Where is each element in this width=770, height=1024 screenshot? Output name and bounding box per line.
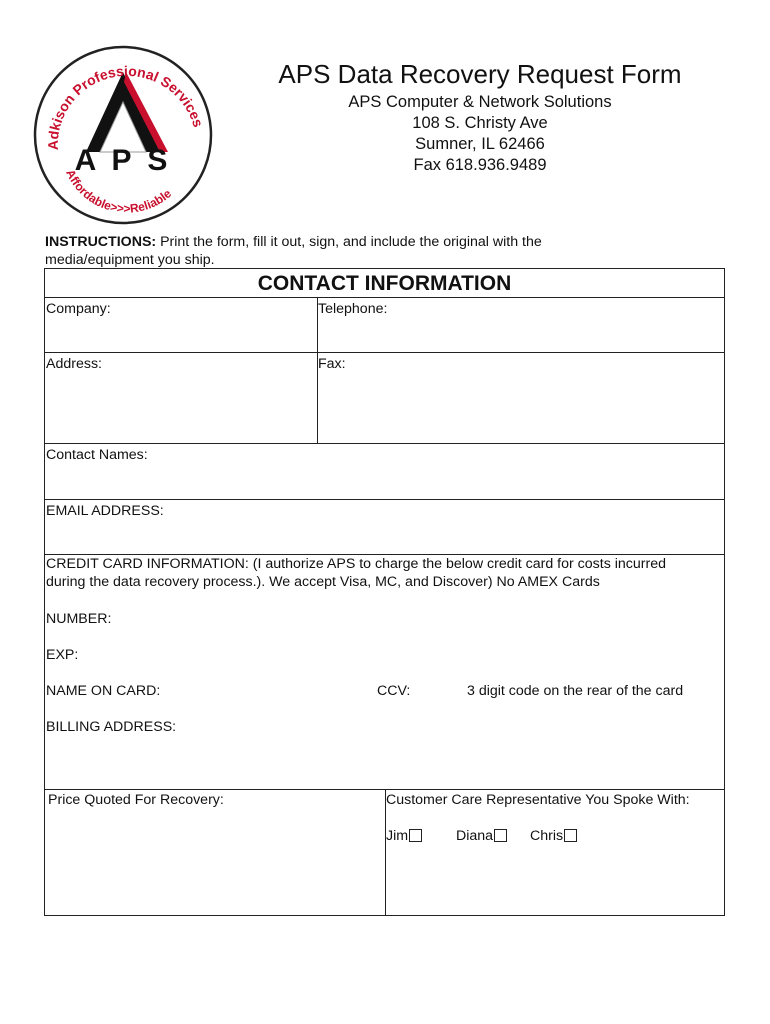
rep-name: Diana (456, 828, 494, 844)
company-field[interactable]: Company: (46, 301, 111, 317)
ccv-field[interactable]: CCV: (377, 683, 411, 699)
rep-checkbox[interactable] (494, 829, 507, 842)
rep-name: Jim (386, 828, 409, 844)
contact-names-field[interactable]: Contact Names: (46, 447, 148, 463)
instructions-label: INSTRUCTIONS: (45, 234, 157, 250)
rep-checkbox[interactable] (564, 829, 577, 842)
contact-form (44, 268, 725, 916)
rep-checkbox[interactable] (409, 829, 422, 842)
address-field[interactable]: Address: (46, 356, 102, 372)
card-exp-field[interactable]: EXP: (46, 647, 79, 663)
logo-arc-bottom-text: Affordable>>>Reliable (63, 167, 175, 216)
credit-card-info (46, 555, 721, 591)
divider (45, 297, 724, 298)
rep-label: Customer Care Representative You Spoke With: (386, 792, 690, 808)
ccv-hint: 3 digit code on the rear of the card (467, 683, 684, 699)
aps-logo (28, 40, 218, 230)
divider (45, 443, 724, 444)
card-number-field[interactable]: NUMBER: (46, 611, 112, 627)
rep-name: Chris (530, 828, 564, 844)
instructions (45, 233, 645, 269)
logo-letters: A P S (74, 144, 172, 177)
page-title: APS Data Recovery Request Form (278, 59, 682, 89)
name-on-card-field[interactable]: NAME ON CARD: (46, 683, 161, 699)
city-state-zip: Sumner, IL 62466 (415, 135, 545, 153)
rep-option-diana[interactable] (456, 827, 507, 845)
price-quoted-field[interactable]: Price Quoted For Recovery: (48, 792, 224, 808)
credit-card-line1: CREDIT CARD INFORMATION: (I authorize APS to charge the below credit card for costs incurred (46, 556, 666, 572)
credit-card-line2: during the data recovery process.). We accept Visa, MC, and Discover) No AMEX Cards (46, 574, 600, 590)
telephone-field[interactable]: Telephone: (318, 301, 388, 317)
instructions-line1: Print the form, fill it out, sign, and include the original with the (156, 234, 542, 250)
fax-field[interactable]: Fax: (318, 356, 346, 372)
logo-arc-top-text: Adkison Professional Services (44, 62, 207, 151)
instructions-line2: media/equipment you ship. (45, 252, 215, 268)
fax-number: Fax 618.936.9489 (413, 156, 547, 174)
section-title: CONTACT INFORMATION (257, 272, 512, 295)
billing-address-field[interactable]: BILLING ADDRESS: (46, 719, 177, 735)
street-address: 108 S. Christy Ave (412, 114, 548, 132)
divider (45, 352, 724, 353)
email-field[interactable]: EMAIL ADDRESS: (46, 503, 164, 519)
divider (45, 499, 724, 500)
form-header (260, 58, 700, 176)
rep-option-chris[interactable] (530, 827, 577, 845)
rep-option-jim[interactable] (386, 827, 422, 845)
company-name: APS Computer & Network Solutions (348, 93, 612, 111)
